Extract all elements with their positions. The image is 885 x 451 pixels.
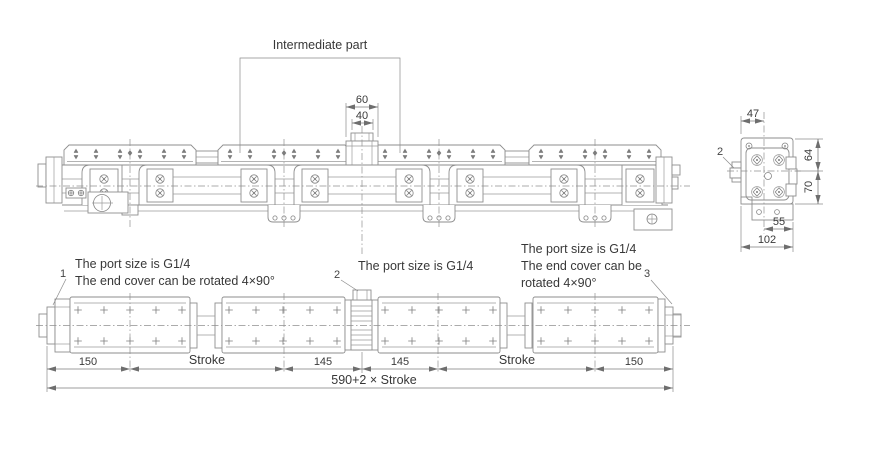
marker-3: 3: [643, 268, 651, 280]
dim-overall-length: 590+2 × Stroke: [331, 373, 417, 387]
middle-port: [353, 290, 371, 300]
note-left-line1: The port size is G1/4: [75, 257, 191, 271]
cylinder-body-3: [378, 297, 500, 353]
cylinder-body-2: [222, 297, 345, 353]
side-port: [730, 162, 741, 182]
dim-70-value: 70: [803, 180, 815, 194]
dim-150-left: 150: [78, 356, 98, 368]
marker-1: 1: [59, 268, 67, 280]
side-view-drawing: [717, 112, 801, 234]
intermediate-part-callout: [240, 38, 400, 153]
intermediate-connector-bottom: [345, 290, 378, 350]
note-middle: [334, 259, 473, 291]
bottom-view-drawing: [36, 290, 690, 353]
dim-150-right: 150: [624, 356, 644, 368]
dim-64-value: 64: [803, 148, 815, 162]
note-left-line2: The end cover can be rotated 4×90°: [75, 274, 275, 288]
dim-60-value: 60: [355, 94, 369, 106]
dim-stroke-right: Stroke: [498, 353, 536, 367]
marker-2: 2: [333, 269, 341, 281]
note-middle-line1: The port size is G1/4: [358, 259, 474, 273]
intermediate-part-label: Intermediate part: [272, 38, 368, 52]
cylinder-body-4: [533, 297, 658, 353]
note-right-line1: The port size is G1/4: [521, 242, 637, 256]
carriage-block-1: [139, 165, 275, 205]
note-right-line2: The end cover can be: [521, 259, 642, 273]
note-right-line3: rotated 4×90°: [521, 276, 597, 290]
dim-stroke-left: Stroke: [188, 353, 226, 367]
top-view-drawing: [36, 126, 690, 254]
note-right: [521, 242, 672, 304]
dim-55-value: 55: [772, 216, 786, 228]
side-marker-2: 2: [716, 146, 724, 158]
dim-40-value: 40: [355, 110, 369, 122]
dim-145-right: 145: [390, 356, 410, 368]
dim-145-left: 145: [313, 356, 333, 368]
dim-47-value: 47: [746, 108, 760, 120]
carriage-block-3: [449, 165, 585, 205]
dim-102-value: 102: [757, 234, 777, 246]
dimension-top-40: [352, 110, 373, 130]
